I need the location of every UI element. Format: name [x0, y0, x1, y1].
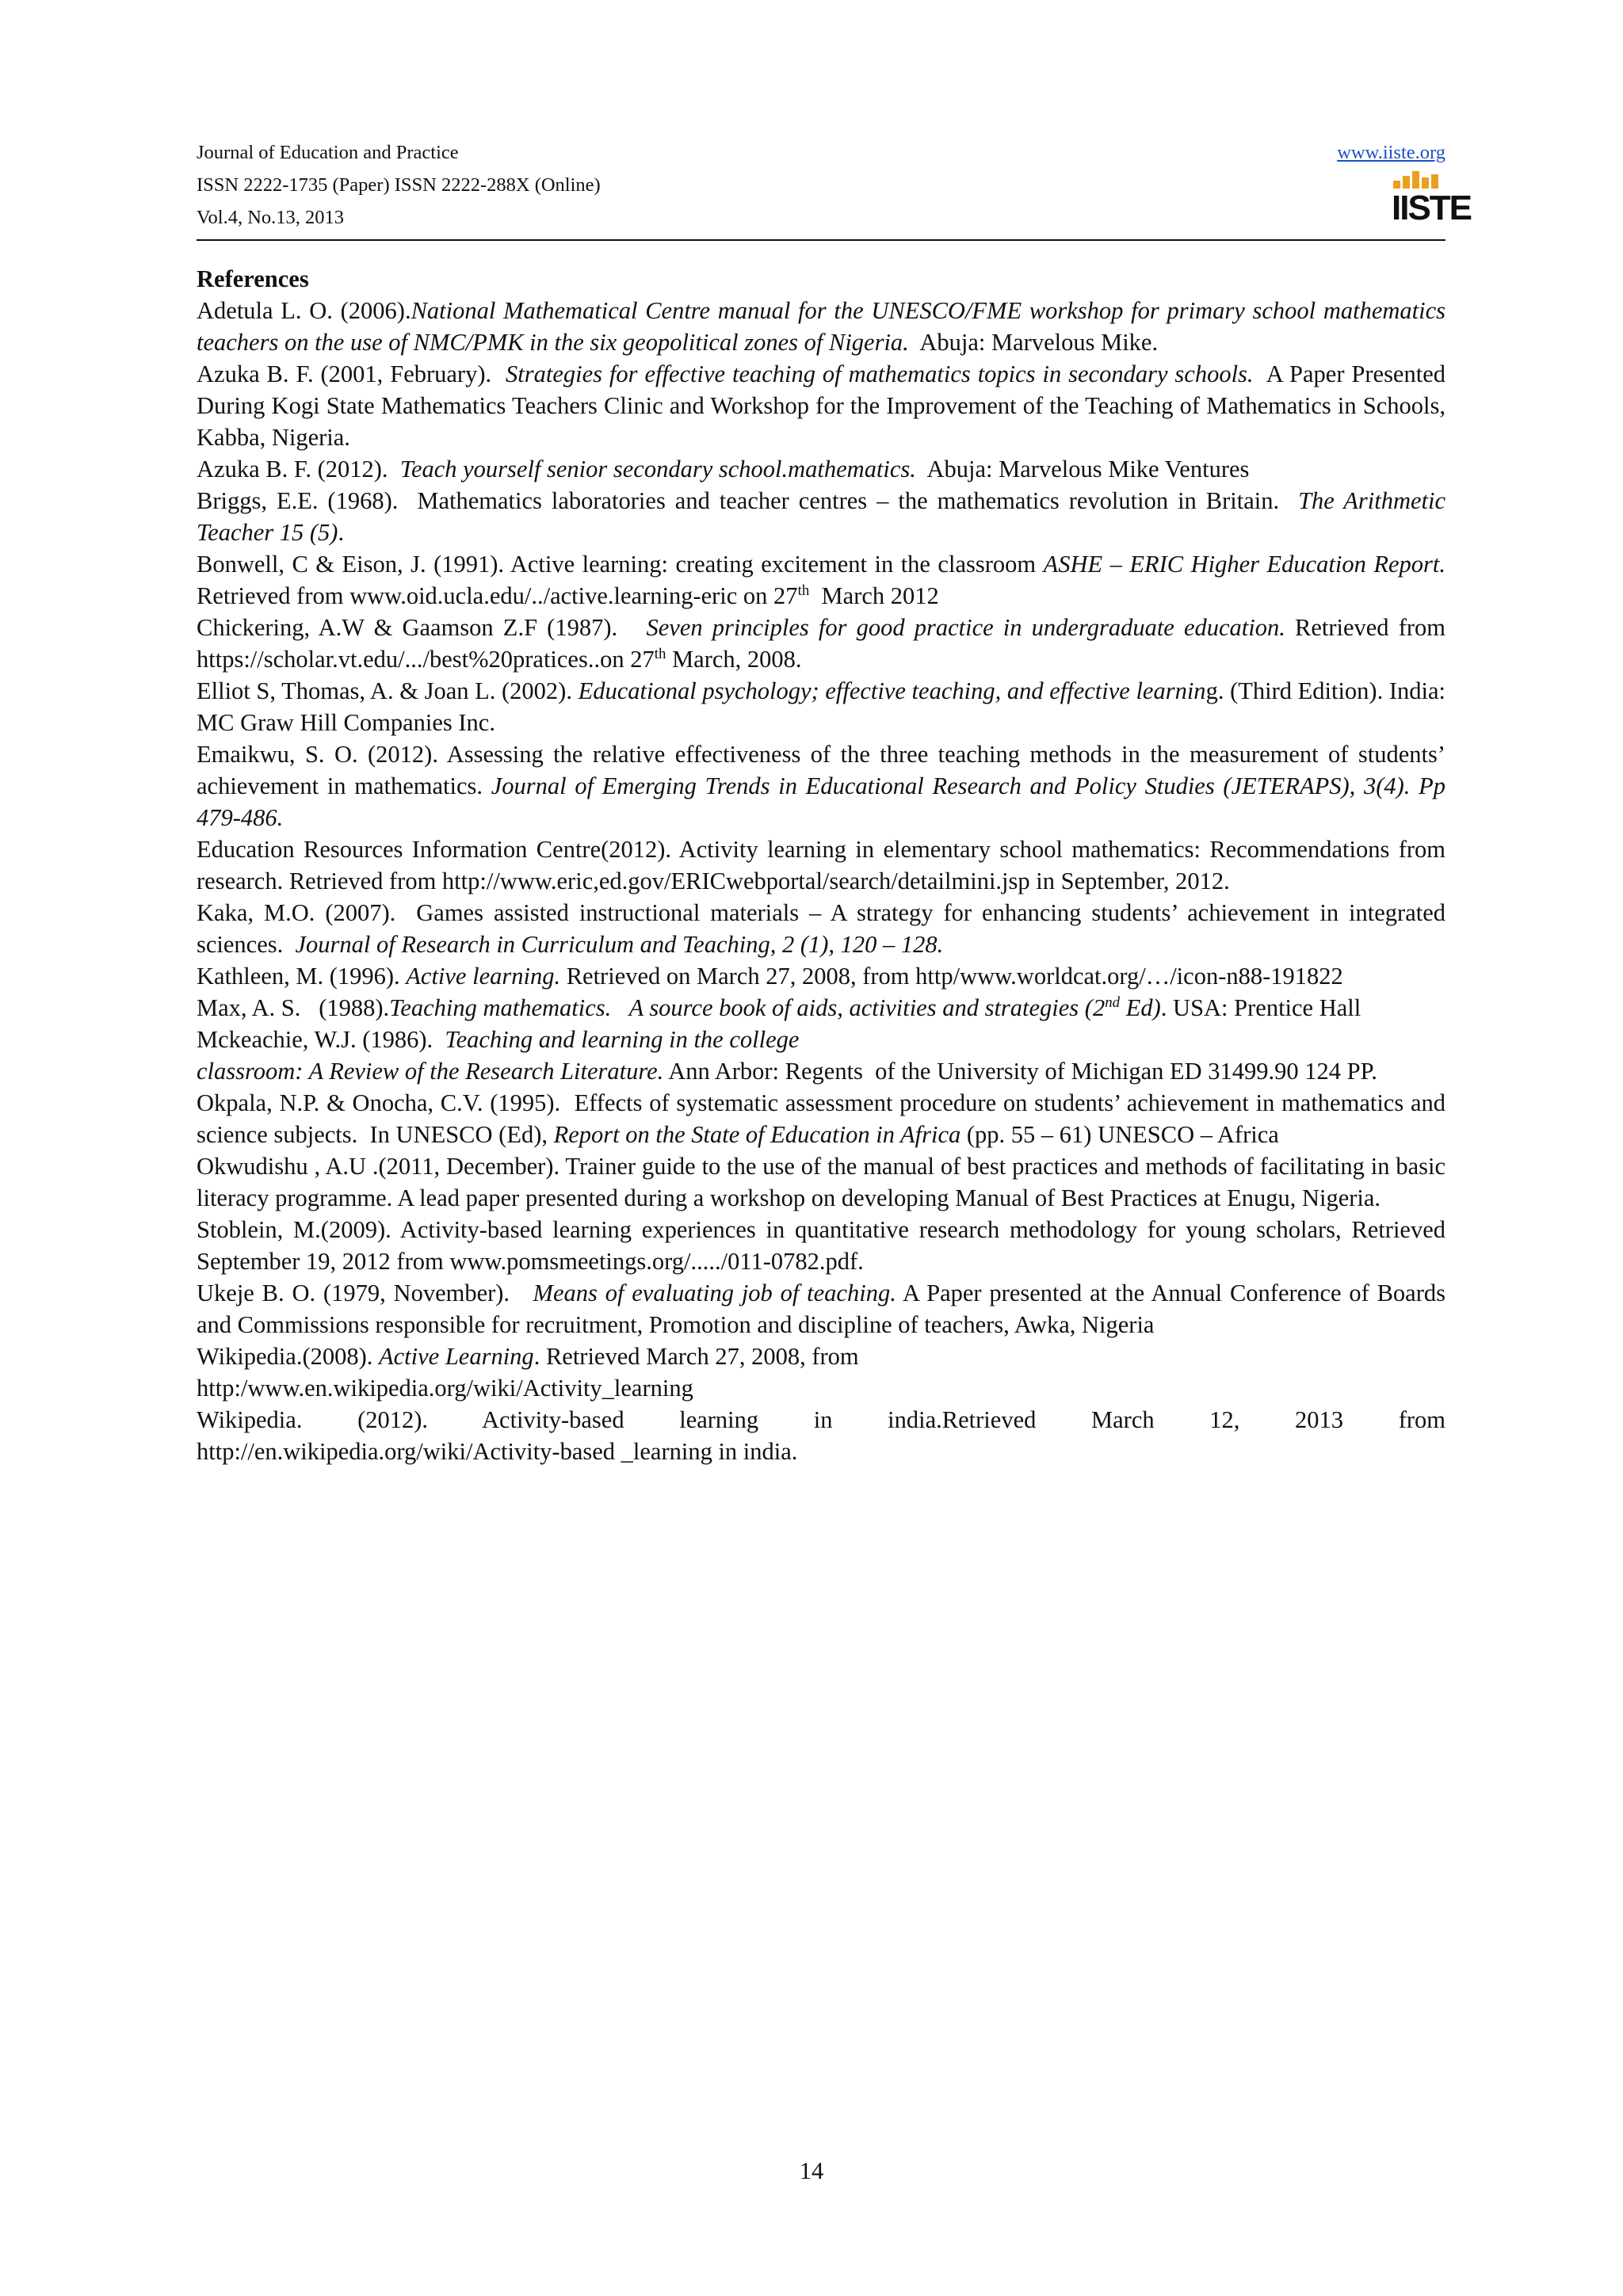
reference-title-text: The Arithmetic Teacher 15 (5) — [197, 487, 1452, 546]
reference-list — [197, 295, 1458, 1467]
reference-entry — [197, 1214, 1452, 1277]
reference-entry — [197, 675, 1452, 738]
journal-name: Journal of Education and Practice — [197, 142, 459, 163]
reference-text: Elliot S, Thomas, A. & Joan L. (2002). — [197, 677, 579, 704]
reference-title-text: Seven principles for good practice in undergraduate education. — [646, 614, 1285, 641]
reference-entry — [197, 738, 1452, 833]
reference-text: March, 2008. — [666, 646, 802, 673]
reference-text: Adetula L. O. (2006). — [197, 297, 411, 324]
reference-entry — [197, 1087, 1452, 1150]
reference-entry — [197, 1436, 1445, 1467]
reference-entry — [197, 548, 1452, 612]
reference-text: g. (Third Edition). India: MC Graw Hill Companies Inc. — [197, 677, 1452, 736]
reference-entry — [197, 992, 1445, 1024]
reference-title-text: Report on the State of Education in Africa — [553, 1121, 961, 1148]
reference-text: A Paper Presented During Kogi State Mathematics Teachers Clinic and Workshop for the Improvement of the Teaching of Mathematics in Schools, Kabba, Nigeria. — [197, 360, 1452, 451]
reference-text: Emaikwu, S. O. (2012). Assessing the relative effectiveness of the three teaching methods in the measurement of students’ achievement in mathematics. — [197, 741, 1452, 799]
reference-entry — [197, 358, 1452, 453]
reference-entry — [197, 453, 1445, 485]
journal-issn: ISSN 2222-1735 (Paper) ISSN 2222-288X (Online) — [197, 174, 601, 196]
reference-text: Abuja: Marvelous Mike. — [908, 329, 1159, 356]
references-heading: References — [197, 265, 309, 292]
reference-title-text: Ed) — [1120, 994, 1161, 1021]
reference-title-text: ASHE – ERIC Higher Education Report. — [1043, 551, 1445, 578]
logo-bars-icon — [1392, 171, 1445, 189]
reference-text: . — [338, 519, 345, 546]
reference-text: Okwudishu , A.U .(2011, December). Trainer guide to the use of the manual of best practices and methods of facilitating in basic literacy programme. A lead paper presented during a workshop on developing Manual of Best Practices at Enugu, Nigeria. — [197, 1153, 1452, 1211]
reference-title-text: Teaching mathematics. A source book of aids, activities and strategies (2 — [389, 994, 1106, 1021]
reference-text: Abuja: Marvelous Mike Ventures — [915, 456, 1250, 482]
reference-title-text: Educational psychology; effective teaching, and effective learnin — [578, 677, 1206, 704]
reference-text: (pp. 55 – 61) UNESCO – Africa — [960, 1121, 1279, 1148]
reference-text: Mckeachie, W.J. (1986). — [197, 1026, 445, 1053]
reference-entry — [197, 485, 1452, 548]
reference-entry — [197, 612, 1458, 675]
reference-title-text: Means of evaluating job of teaching. — [533, 1280, 896, 1306]
logo-wordmark: IISTE — [1392, 189, 1472, 227]
reference-entry — [197, 1372, 1445, 1404]
reference-entry — [197, 897, 1452, 960]
reference-title-text: Teaching and learning in the college — [445, 1026, 800, 1053]
reference-text: th — [654, 645, 666, 662]
reference-title-text: Strategies for effective teaching of mathematics topics in secondary schools. — [506, 360, 1254, 387]
reference-text: Ukeje B. O. (1979, November). — [197, 1280, 533, 1306]
reference-text: http:/www.en.wikipedia.org/wiki/Activity_learning — [197, 1375, 693, 1402]
reference-title-text: National Mathematical Centre manual for the UNESCO/FME workshop for primary school mathematics teachers on the use of NMC/PMK in the six geopolitical zones of Nigeria. — [197, 297, 1452, 356]
reference-text: Kathleen, M. (1996). — [197, 963, 407, 990]
reference-text: Chickering, A.W & Gaamson Z.F (1987). — [197, 614, 647, 641]
journal-website-link[interactable]: www.iiste.org — [1337, 142, 1445, 163]
reference-entry — [197, 1277, 1452, 1341]
reference-entry — [197, 1404, 1445, 1436]
journal-volume: Vol.4, No.13, 2013 — [197, 207, 345, 228]
reference-entry — [197, 1055, 1445, 1087]
reference-text: Kaka, M.O. (2007). Games assisted instructional materials – A strategy for enhancing students’ achievement in integrated sciences. — [197, 899, 1452, 958]
reference-text: Wikipedia. (2012). Activity-based learning in india.Retrieved March 12, 2013 from — [197, 1406, 1445, 1433]
reference-text: Bonwell, C & Eison, J. (1991). Active learning: creating excitement in the classroom — [197, 551, 1044, 578]
reference-text: March 2012 — [809, 582, 939, 609]
reference-title-text: nd — [1105, 994, 1121, 1011]
reference-title-text: Active Learning — [379, 1343, 534, 1370]
reference-text: th — [797, 582, 810, 599]
reference-text: Education Resources Information Centre(2012). Activity learning in elementary school mathematics: Recommendations from research. Retrieved from http://www.eric,ed.gov/ERICwebportal/search/detailmini.jsp in September, 2012. — [197, 836, 1452, 894]
reference-text: Max, A. S. (1988). — [197, 994, 390, 1021]
page-number: 14 — [799, 2157, 824, 2184]
reference-title-text: Journal of Research in Curriculum and Teaching, 2 (1), 120 – 128. — [295, 931, 944, 958]
references-section — [197, 263, 1458, 1467]
reference-entry — [197, 960, 1445, 992]
journal-info — [197, 136, 601, 234]
reference-text: Ann Arbor: Regents of the University of Michigan ED 31499.90 124 PP. — [663, 1058, 1377, 1085]
reference-text: Wikipedia.(2008). — [197, 1343, 380, 1370]
reference-text: A Paper presented at the Annual Conference of Boards and Commissions responsible for recruitment, Promotion and discipline of teachers, Awka, Nigeria — [197, 1280, 1452, 1338]
reference-text: Retrieved from https://scholar.vt.edu/.../best%20pratices..on 27 — [197, 614, 1458, 673]
reference-text: Retrieved from www.oid.ucla.edu/../active.learning-eric on 27 — [197, 551, 1452, 609]
reference-entry — [197, 1024, 1445, 1055]
reference-text: Azuka B. F. (2012). — [197, 456, 400, 482]
reference-text: Okpala, N.P. & Onocha, C.V. (1995). Effects of systematic assessment procedure on students’ achievement in mathematics and science subjects. In UNESCO (Ed), — [197, 1089, 1452, 1148]
reference-entry — [197, 1341, 1445, 1372]
header-divider — [197, 239, 1445, 241]
reference-text: . Retrieved March 27, 2008, from — [533, 1343, 859, 1370]
reference-text: Azuka B. F. (2001, February). — [197, 360, 506, 387]
reference-text: Retrieved on March 27, 2008, from http/www.worldcat.org/…/icon-n88-191822 — [560, 963, 1343, 990]
page-header — [197, 136, 1472, 236]
reference-title-text: Journal of Emerging Trends in Educational Research and Policy Studies (JETERAPS), 3(4). Pp 479-486. — [197, 772, 1452, 831]
reference-text: . USA: Prentice Hall — [1160, 994, 1361, 1021]
reference-text: Briggs, E.E. (1968). Mathematics laboratories and teacher centres – the mathematics revolution in Britain. — [197, 487, 1299, 514]
reference-text: http://en.wikipedia.org/wiki/Activity-based _learning in india. — [197, 1438, 798, 1465]
reference-entry — [197, 295, 1452, 358]
reference-entry — [197, 1150, 1452, 1214]
reference-title-text: Active learning. — [406, 963, 561, 990]
iiste-logo — [1392, 171, 1472, 231]
reference-title-text: classroom: A Review of the Research Literature. — [197, 1058, 664, 1085]
reference-title-text: Teach yourself senior secondary school.mathematics. — [399, 456, 916, 482]
reference-entry — [197, 833, 1452, 897]
reference-text: Stoblein, M.(2009). Activity-based learning experiences in quantitative research methodology for young scholars, Retrieved September 19, 2012 from www.pomsmeetings.org/...../011-0782.pdf. — [197, 1216, 1452, 1275]
